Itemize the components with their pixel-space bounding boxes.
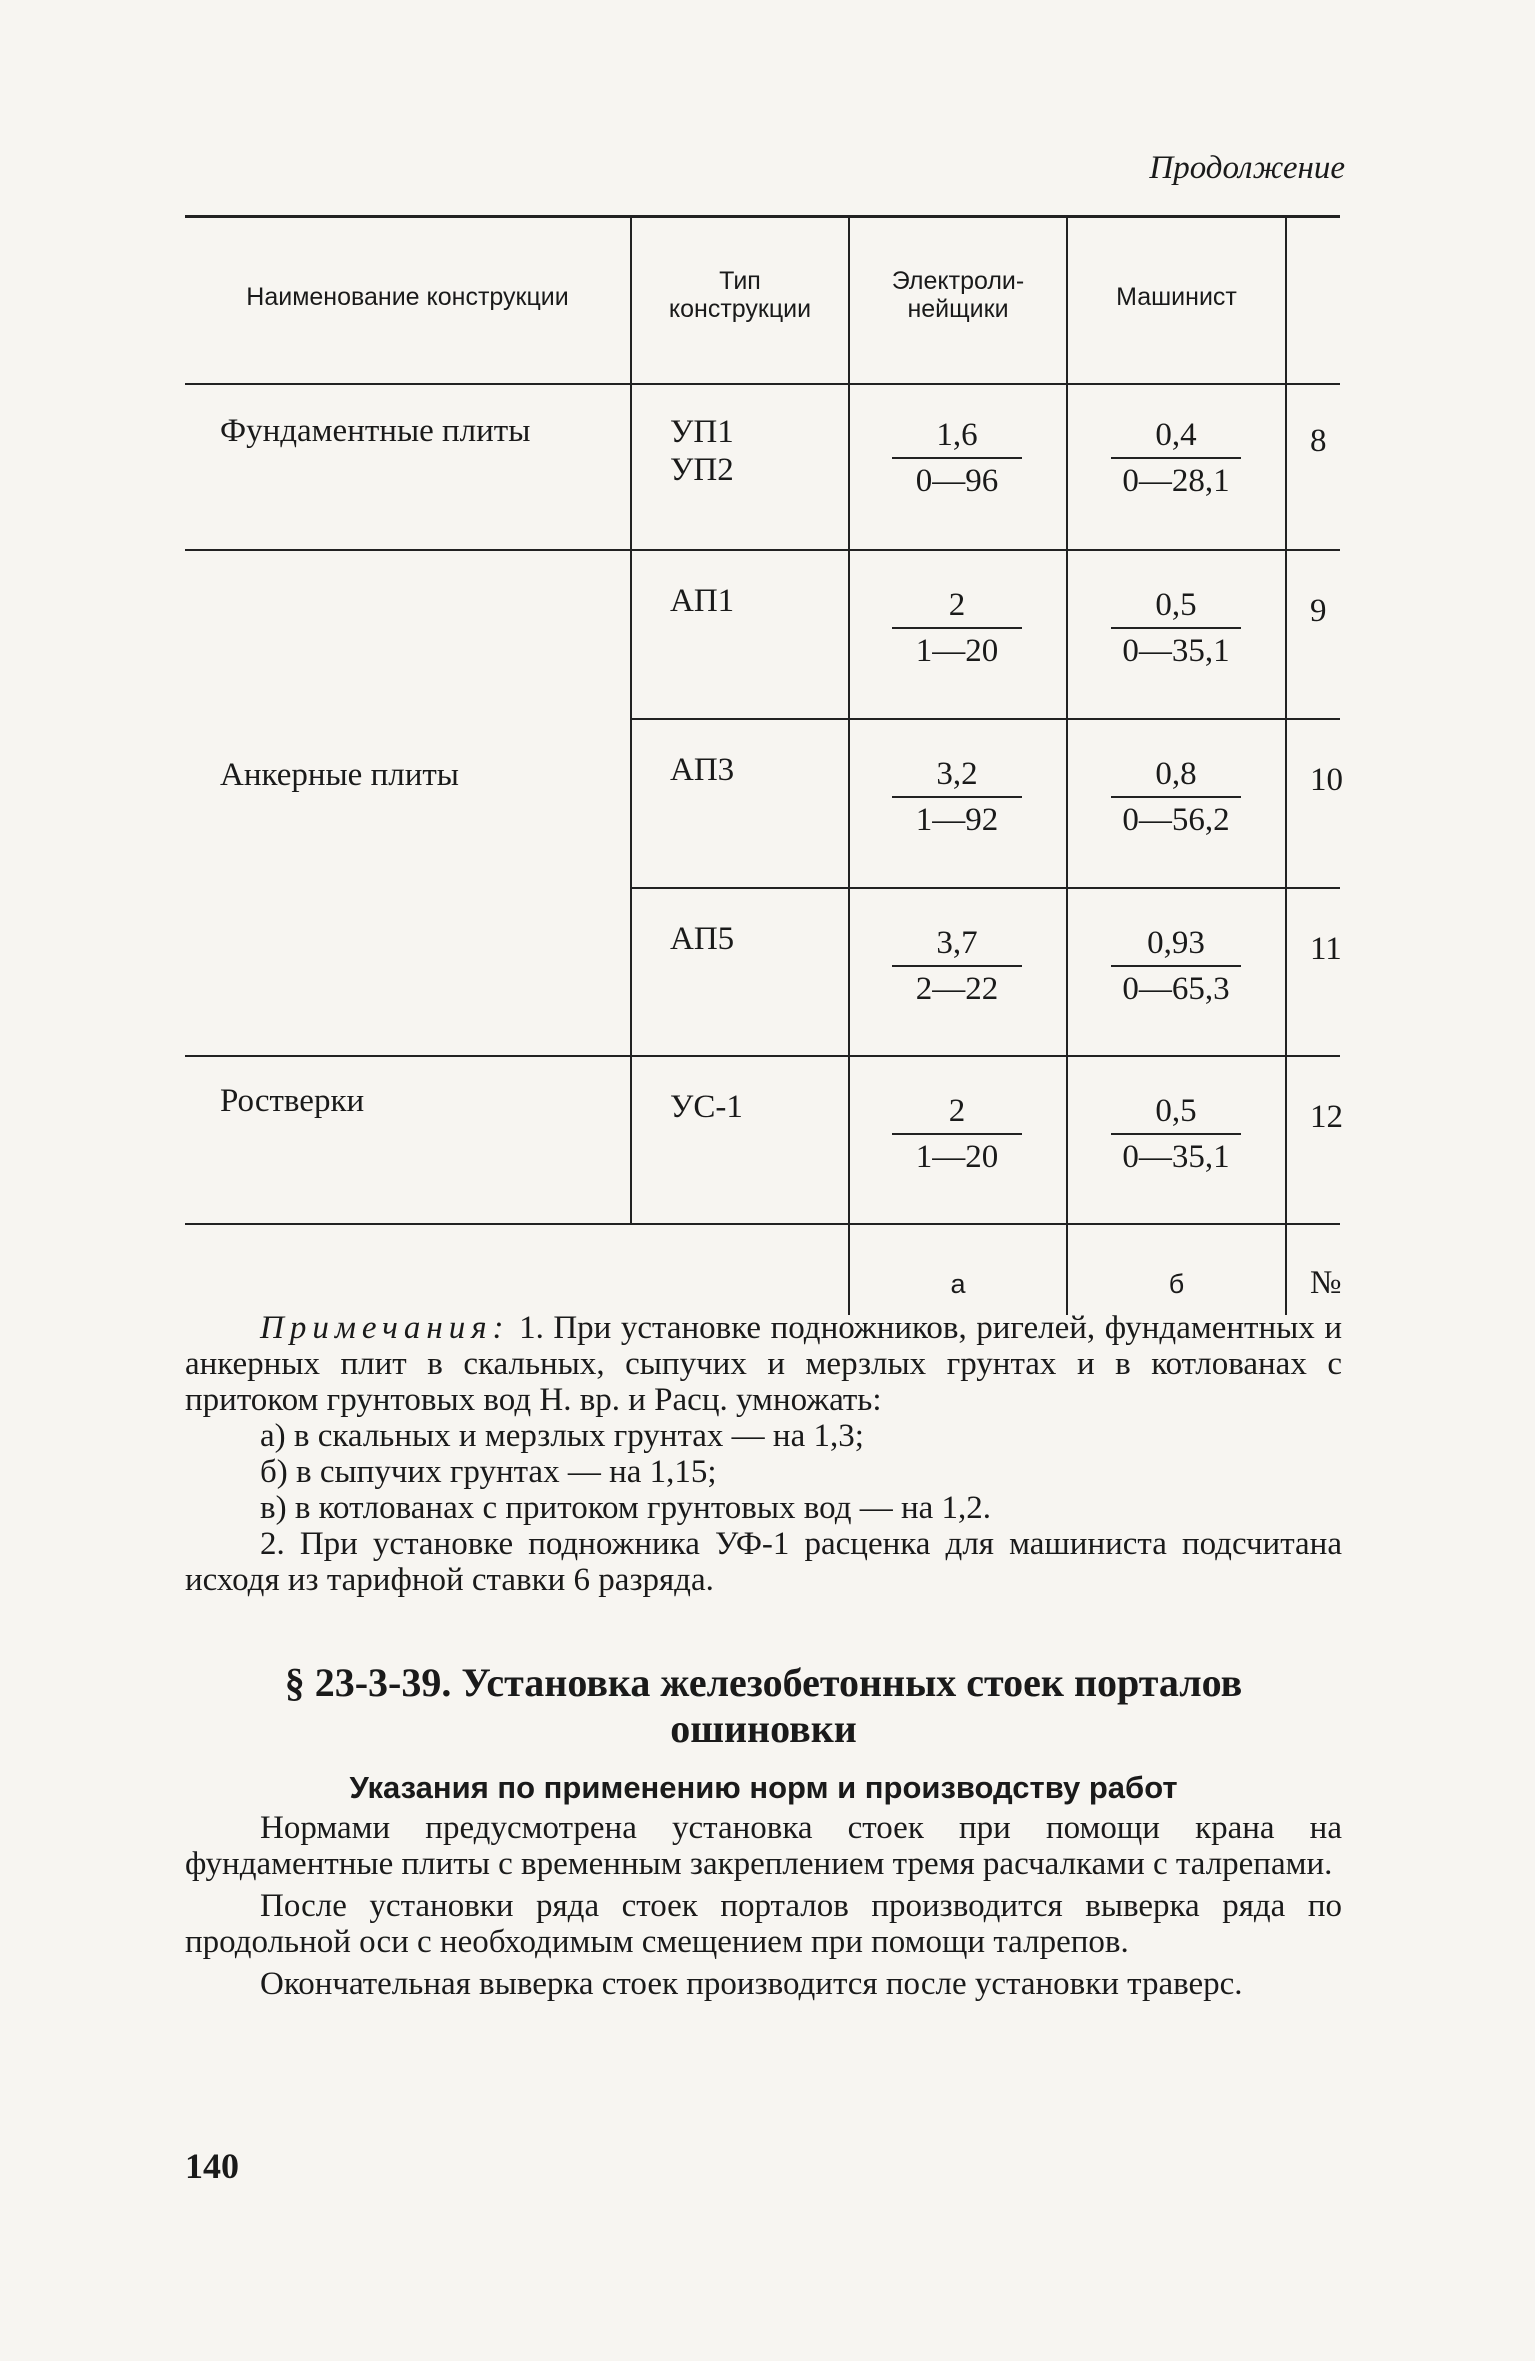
type-cell: АП3 — [670, 752, 735, 788]
mach-rate-num: 0,8 — [1111, 752, 1241, 798]
page-number: 140 — [185, 2146, 239, 2186]
note-1b: б) в сыпучих грунтах — на 1,15; — [260, 1454, 717, 1490]
section-title-l1: § 23-3-39. Установка железобетонных стоек порталов — [284, 1660, 1243, 1705]
el-rate-den: 0—96 — [915, 463, 999, 499]
col-letter-a: а — [950, 1269, 966, 1299]
col-rule — [630, 215, 632, 1223]
section-subtitle: Указания по применению норм и производству работ — [349, 1770, 1178, 1805]
row-number: 8 — [1310, 423, 1327, 459]
type-l1: УП1 — [670, 414, 734, 450]
mach-rate — [1111, 1089, 1241, 1179]
paragraph: После установки ряда стоек порталов производится выверка ряда по продольной оси с необходимым смещением при помощи талрепов. — [185, 1888, 1342, 1960]
col-rule — [1285, 215, 1287, 1315]
row-rule — [630, 718, 1340, 720]
row-number: 9 — [1310, 593, 1327, 629]
el-rate — [892, 583, 1022, 673]
el-rate-den: 1—92 — [915, 802, 999, 838]
col-rule — [848, 215, 850, 1315]
type-cell: УС-1 — [670, 1089, 743, 1125]
mach-rate — [1111, 921, 1241, 1011]
header-bottom-rule — [185, 383, 1340, 385]
row-rule — [185, 1055, 1340, 1057]
el-rate-num: 2 — [892, 583, 1022, 629]
row-rule — [185, 549, 1340, 551]
mach-rate-den: 0—65,3 — [1122, 971, 1230, 1007]
notes-label: Примечания: — [260, 1310, 510, 1346]
section-body — [185, 1810, 1342, 2008]
el-rate-num: 2 — [892, 1089, 1022, 1135]
note-1-text: 1. При установке подножников, ригелей, фундаментных и анкерных плит в скальных, сыпучих и мерзлых грунтах и в котлованах с притоком грунтовых вод Н. вр. и Расц. умножать: — [185, 1310, 1342, 1418]
type-cell — [670, 413, 734, 489]
section-title-l2: ошиновки — [670, 1706, 857, 1751]
col-header-el-l1: Электроли- — [891, 267, 1025, 295]
mach-rate-den: 0—56,2 — [1122, 802, 1230, 838]
table-top-rule — [185, 215, 1340, 218]
row-number: 11 — [1310, 931, 1342, 967]
col-header-electricians — [850, 267, 1066, 323]
el-rate — [892, 1089, 1022, 1179]
group-name: Фундаментные плиты — [220, 413, 531, 449]
col-header-machinist: Машинист — [1116, 283, 1237, 311]
el-rate — [892, 413, 1022, 503]
col-header-type-l2: конструкции — [668, 295, 812, 323]
mach-rate-num: 0,5 — [1111, 583, 1241, 629]
el-rate-num: 3,7 — [892, 921, 1022, 967]
el-rate-num: 1,6 — [892, 413, 1022, 459]
col-rule — [1066, 215, 1068, 1315]
note-1 — [185, 1310, 1342, 1418]
group-name: Анкерные плиты — [220, 757, 459, 793]
el-rate-den: 1—20 — [915, 1139, 999, 1175]
type-cell: АП1 — [670, 583, 735, 619]
col-header-name: Наименование конструкции — [246, 283, 569, 311]
mach-rate — [1111, 583, 1241, 673]
row-rule — [630, 887, 1340, 889]
el-rate-den: 2—22 — [915, 971, 999, 1007]
row-number: 10 — [1310, 762, 1343, 798]
note-1c: в) в котлованах с притоком грунтовых вод — на 1,2. — [260, 1490, 992, 1526]
col-header-type — [632, 267, 848, 323]
rates-table — [185, 215, 1343, 1315]
col-number-sign: № — [1310, 1265, 1342, 1301]
section-title — [185, 1660, 1342, 1752]
el-rate-num: 3,2 — [892, 752, 1022, 798]
notes — [185, 1310, 1342, 1598]
note-1a: а) в скальных и мерзлых грунтах — на 1,3; — [260, 1418, 864, 1454]
el-rate-den: 1—20 — [915, 633, 999, 669]
type-cell: АП5 — [670, 921, 735, 957]
group-name: Ростверки — [220, 1083, 365, 1119]
table-bottom-rule — [185, 1223, 1340, 1225]
mach-rate-den: 0—35,1 — [1122, 633, 1230, 669]
mach-rate-num: 0,93 — [1111, 921, 1241, 967]
el-rate — [892, 752, 1022, 842]
mach-rate-num: 0,4 — [1111, 413, 1241, 459]
note-2: 2. При установке подножника УФ-1 расценка для машиниста подсчитана исходя из тарифной ставки 6 разряда. — [185, 1526, 1342, 1598]
col-letter-b: б — [1168, 1269, 1185, 1299]
type-l2: УП2 — [670, 452, 734, 488]
paragraph: Нормами предусмотрена установка стоек при помощи крана на фундаментные плиты с временным закреплением тремя расчалками с талрепами. — [185, 1810, 1342, 1882]
el-rate — [892, 921, 1022, 1011]
mach-rate — [1111, 413, 1241, 503]
mach-rate-den: 0—28,1 — [1122, 463, 1230, 499]
mach-rate — [1111, 752, 1241, 842]
mach-rate-den: 0—35,1 — [1122, 1139, 1230, 1175]
paragraph: Окончательная выверка стоек производится после установки траверс. — [260, 1966, 1243, 2002]
col-header-el-l2: нейщики — [907, 295, 1009, 323]
col-header-type-l1: Тип — [719, 267, 761, 295]
continued-label: Продолжение — [1149, 150, 1345, 186]
mach-rate-num: 0,5 — [1111, 1089, 1241, 1135]
row-number: 12 — [1310, 1099, 1343, 1135]
